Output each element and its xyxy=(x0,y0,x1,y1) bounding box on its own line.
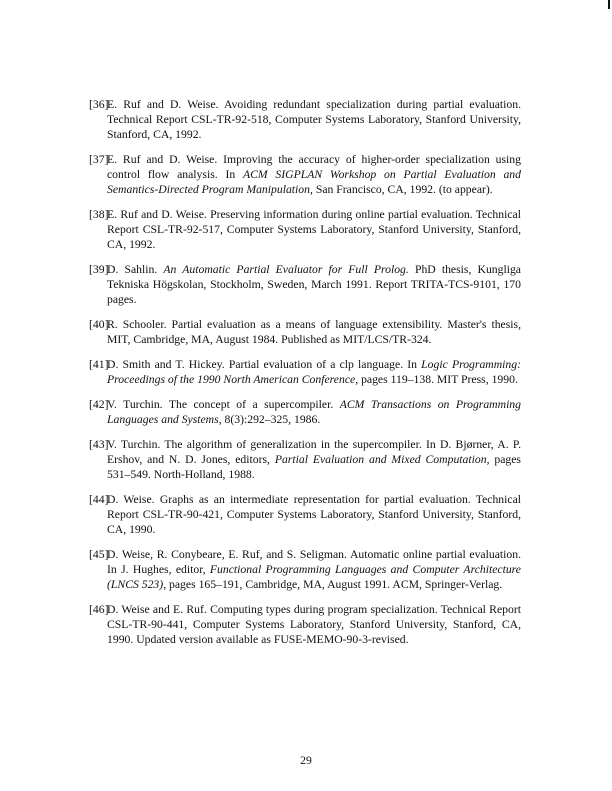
reference-text: , San Francisco, CA, 1992. (to appear). xyxy=(309,183,493,196)
reference-entry xyxy=(89,357,521,387)
reference-text: PhD thesis, Kungliga Tekniska Högskolan, Stockholm, Sweden, March 1991. Report TRITA-TCS-9101, 170 pages. xyxy=(107,263,521,306)
reference-text: V. Turchin. The concept of a supercompiler. xyxy=(107,398,340,411)
reference-text: , pages 165–191, Cambridge, MA, August 1991. ACM, Springer-Verlag. xyxy=(163,578,503,591)
reference-title-italic: Functional Programming Languages and Computer Architecture (LNCS 523) xyxy=(107,563,521,591)
reference-list xyxy=(89,97,521,657)
reference-entry xyxy=(89,397,521,427)
reference-entry xyxy=(89,492,521,537)
reference-text: V. Turchin. The algorithm of generalization in the supercompiler. In D. Bjørner, A. P. Ershov, and N. D. Jones, editors, xyxy=(107,438,521,466)
reference-title-italic: Logic Programming: Proceedings of the 1990 North American Conference xyxy=(107,358,521,386)
reference-text: , pages 119–138. MIT Press, 1990. xyxy=(355,373,518,386)
reference-text: , 8(3):292–325, 1986. xyxy=(218,413,321,426)
reference-number: [44] xyxy=(89,493,109,506)
reference-text: R. Schooler. Partial evaluation as a means of language extensibility. Master's thesis, MIT, Cambridge, MA, August 1984. Published as MIT/LCS/TR-324. xyxy=(107,318,521,346)
reference-text: D. Weise. Graphs as an intermediate representation for partial evaluation. Technical Report CSL-TR-90-421, Computer Systems Laboratory, Stanford University, Stanford, CA, 1990. xyxy=(107,493,521,536)
reference-number: [46] xyxy=(89,603,109,616)
reference-entry xyxy=(89,317,521,347)
page-number: 29 xyxy=(300,754,312,767)
reference-number: [38] xyxy=(89,208,109,221)
reference-entry xyxy=(89,262,521,307)
reference-text: D. Sahlin. xyxy=(107,263,164,276)
reference-entry xyxy=(89,97,521,142)
reference-number: [42] xyxy=(89,398,109,411)
reference-number: [40] xyxy=(89,318,109,331)
reference-text: , pages 531–549. North-Holland, 1988. xyxy=(107,453,521,481)
reference-entry xyxy=(89,207,521,252)
reference-entry xyxy=(89,547,521,592)
reference-number: [41] xyxy=(89,358,109,371)
reference-number: [36] xyxy=(89,98,109,111)
scan-mark xyxy=(608,0,610,9)
reference-title-italic: ACM SIGPLAN Workshop on Partial Evaluation and Semantics-Directed Program Manipulation xyxy=(107,168,521,196)
reference-entry xyxy=(89,602,521,647)
reference-number: [43] xyxy=(89,438,109,451)
reference-text: E. Ruf and D. Weise. Preserving information during online partial evaluation. Technical Report CSL-TR-92-517, Computer Systems Laboratory, Stanford University, Stanford, CA, 1992. xyxy=(107,208,521,251)
reference-number: [37] xyxy=(89,153,109,166)
reference-title-italic: Partial Evaluation and Mixed Computation xyxy=(274,453,487,466)
reference-title-italic: ACM Transactions on Programming Languages and Systems xyxy=(107,398,521,426)
reference-entry xyxy=(89,152,521,197)
reference-number: [45] xyxy=(89,548,109,561)
reference-text: E. Ruf and D. Weise. Improving the accuracy of higher-order specialization using control flow analysis. In xyxy=(107,153,521,181)
reference-text: D. Weise and E. Ruf. Computing types during program specialization. Technical Report CSL-TR-90-441, Computer Systems Laboratory, Stanford University, Stanford, CA, 1990. Updated version available as FUSE-MEMO-90-3-revised. xyxy=(107,603,521,646)
reference-text: D. Smith and T. Hickey. Partial evaluation of a clp language. In xyxy=(107,358,422,371)
reference-title-italic: An Automatic Partial Evaluator for Full Prolog. xyxy=(163,263,409,276)
reference-text: D. Weise, R. Conybeare, E. Ruf, and S. Seligman. Automatic online partial evaluation. In J. Hughes, editor, xyxy=(107,548,521,576)
reference-number: [39] xyxy=(89,263,109,276)
reference-text: E. Ruf and D. Weise. Avoiding redundant specialization during partial evaluation. Technical Report CSL-TR-92-518, Computer Systems Laboratory, Stanford University, Stanford, CA, 1992. xyxy=(107,98,521,141)
reference-entry xyxy=(89,437,521,482)
